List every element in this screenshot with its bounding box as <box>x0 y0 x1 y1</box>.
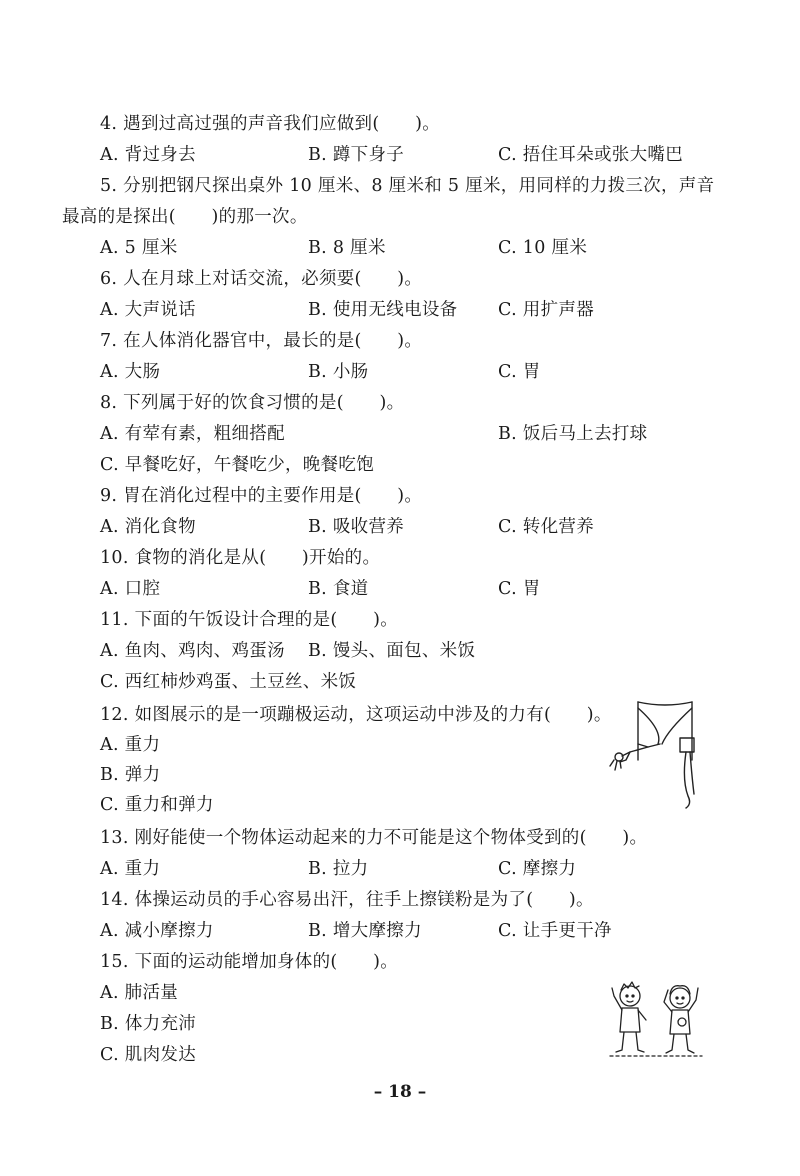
question-7-stem: 7. 在人体消化器官中，最长的是( )。 <box>100 331 423 351</box>
question-6-option-c: C. 用扩声器 <box>498 300 594 320</box>
question-6-option-a: A. 大声说话 <box>100 300 196 320</box>
question-14-stem: 14. 体操运动员的手心容易出汗，往手上擦镁粉是为了( )。 <box>100 890 594 910</box>
question-5-option-c: C. 10 厘米 <box>498 238 588 258</box>
question-9-stem: 9. 胃在消化过程中的主要作用是( )。 <box>100 486 423 506</box>
question-4-stem: 4. 遇到过高过强的声音我们应做到( )。 <box>100 114 441 134</box>
question-14-option-b: B. 增大摩擦力 <box>308 921 422 941</box>
question-5-stem: 5. 分别把钢尺探出桌外 10 厘米、8 厘米和 5 厘米，用同样的力拨三次，声音 <box>100 176 715 196</box>
question-10-stem: 10. 食物的消化是从( )开始的。 <box>100 548 381 568</box>
question-12-option-c: C. 重力和弹力 <box>100 795 214 815</box>
question-5-stem-continued: 最高的是探出( )的那一次。 <box>62 207 308 227</box>
question-8-option-a: A. 有荤有素，粗细搭配 <box>100 424 285 444</box>
question-7-option-b: B. 小肠 <box>308 362 369 382</box>
question-5-option-b: B. 8 厘米 <box>308 238 386 258</box>
question-8-option-c: C. 早餐吃好，午餐吃少，晚餐吃饱 <box>100 455 374 475</box>
question-8-stem: 8. 下列属于好的饮食习惯的是( )。 <box>100 393 405 413</box>
question-8-option-b: B. 饭后马上去打球 <box>498 424 648 444</box>
question-15-stem: 15. 下面的运动能增加身体的( )。 <box>100 952 399 972</box>
exercising-children-illustration <box>600 978 712 1060</box>
question-15-option-b: B. 体力充沛 <box>100 1014 197 1034</box>
question-13-stem: 13. 刚好能使一个物体运动起来的力不可能是这个物体受到的( )。 <box>100 828 648 848</box>
question-4-option-b: B. 蹲下身子 <box>308 145 405 165</box>
question-9-option-c: C. 转化营养 <box>498 517 594 537</box>
question-10-option-c: C. 胃 <box>498 579 541 599</box>
question-4-option-a: A. 背过身去 <box>100 145 196 165</box>
question-11-option-a: A. 鱼肉、鸡肉、鸡蛋汤 <box>100 641 285 661</box>
question-7-option-a: A. 大肠 <box>100 362 161 382</box>
question-12-option-a: A. 重力 <box>100 735 161 755</box>
question-13-option-a: A. 重力 <box>100 859 161 879</box>
page-number: – 18 – <box>373 1082 427 1102</box>
question-12-option-b: B. 弹力 <box>100 765 161 785</box>
question-5-option-a: A. 5 厘米 <box>100 238 178 258</box>
question-15-option-c: C. 肌肉发达 <box>100 1045 196 1065</box>
question-6-stem: 6. 人在月球上对话交流，必须要( )。 <box>100 269 423 289</box>
question-12-stem: 12. 如图展示的是一项蹦极运动，这项运动中涉及的力有( )。 <box>100 705 612 725</box>
question-10-option-b: B. 食道 <box>308 579 369 599</box>
question-9-option-a: A. 消化食物 <box>100 517 196 537</box>
question-15-option-a: A. 肺活量 <box>100 983 179 1003</box>
question-11-stem: 11. 下面的午饭设计合理的是( )。 <box>100 610 399 630</box>
question-13-option-c: C. 摩擦力 <box>498 859 577 879</box>
question-7-option-c: C. 胃 <box>498 362 541 382</box>
question-6-option-b: B. 使用无线电设备 <box>308 300 458 320</box>
bungee-jumping-illustration <box>608 700 703 810</box>
question-13-option-b: B. 拉力 <box>308 859 369 879</box>
question-14-option-a: A. 减小摩擦力 <box>100 921 214 941</box>
question-9-option-b: B. 吸收营养 <box>308 517 405 537</box>
question-11-option-b: B. 馒头、面包、米饭 <box>308 641 476 661</box>
question-11-option-c: C. 西红柿炒鸡蛋、土豆丝、米饭 <box>100 672 357 692</box>
question-10-option-a: A. 口腔 <box>100 579 161 599</box>
question-4-option-c: C. 捂住耳朵或张大嘴巴 <box>498 145 683 165</box>
question-14-option-c: C. 让手更干净 <box>498 921 612 941</box>
